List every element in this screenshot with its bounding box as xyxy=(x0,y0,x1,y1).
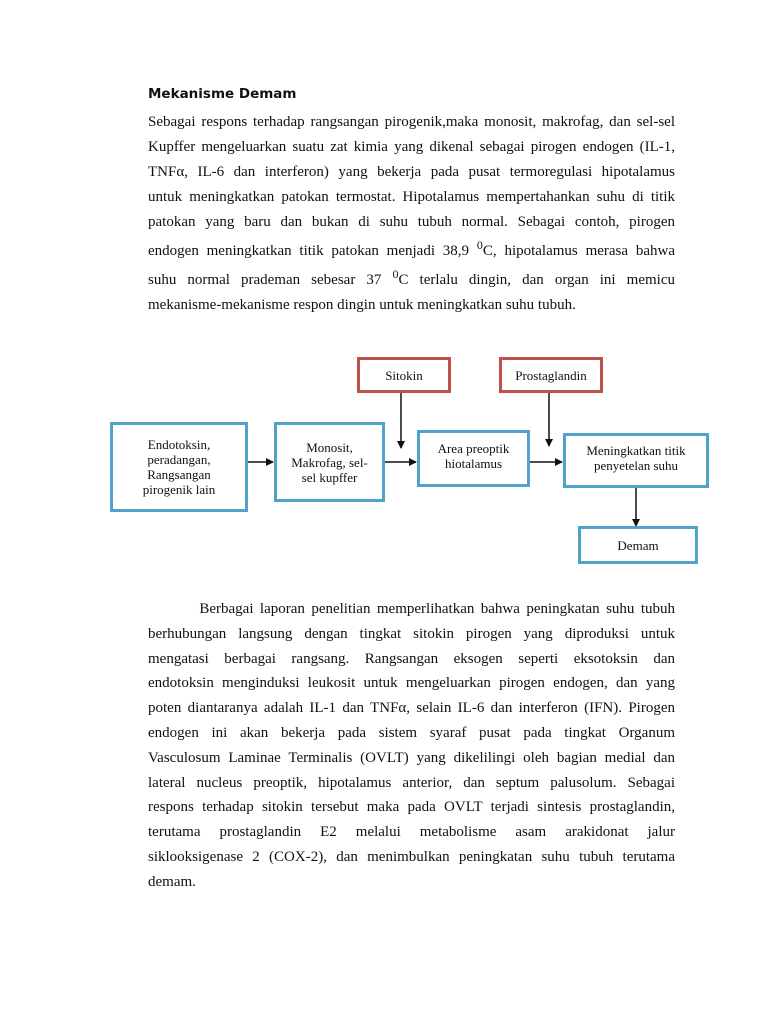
box-line: Sitokin xyxy=(385,367,423,383)
text-line: endotoksin menginduksi leukosit untuk mengeluarkan pirogen endogen, dan yang xyxy=(148,675,675,692)
box-line: Monosit, xyxy=(306,439,353,455)
text-line-temperature-1 xyxy=(148,235,675,264)
box-endotoksin xyxy=(110,422,248,512)
degree-superscript: 0 xyxy=(392,267,399,281)
box-line: Rangsangan xyxy=(147,467,211,482)
box-prostaglandin xyxy=(499,357,603,393)
box-line: peradangan, xyxy=(147,452,211,467)
text-fragment: suhu normal prademan sebesar 37 xyxy=(148,272,382,288)
box-area-preoptik xyxy=(417,430,530,487)
text-line: Sebagai respons terhadap rangsangan pirogenik,maka monosit, makrofag, dan sel-sel xyxy=(148,114,675,130)
text-fragment: C, hipotalamus merasa bahwa xyxy=(482,243,676,259)
paragraph-intro xyxy=(148,110,675,318)
box-line: penyetelan suhu xyxy=(593,458,679,473)
box-line: sel kupffer xyxy=(301,469,358,485)
text-line: terutama prostaglandin E2 melalui metabolisme asam arakidonat jalur xyxy=(148,824,675,841)
text-line: mengatasi berbagai rangsang. Rangsangan eksogen seperti eksotoksin dan xyxy=(148,650,675,667)
text-line: Berbagai laporan penelitian memperlihatkan bahwa peningkatan suhu tubuh xyxy=(148,601,675,617)
text-fragment: C terlalu dingin, dan organ ini memicu xyxy=(398,272,675,288)
page-title: Mekanisme Demam xyxy=(148,86,297,102)
box-demam xyxy=(578,526,698,564)
paragraph-research xyxy=(148,597,675,895)
text-line: patokan yang baru dan bukan di suhu tubuh normal. Sebagai contoh, pirogen xyxy=(148,214,675,230)
text-line: untuk meningkatkan patokan termostat. Hipotalamus mempertahankan suhu di titik xyxy=(148,189,675,205)
box-line: Makrofag, sel- xyxy=(291,454,368,470)
box-meningkatkan-titik xyxy=(563,433,709,488)
text-line: lateral nucleus preoptik, hipotalamus anterior, dan septum palusolum. Sebagai xyxy=(148,774,675,791)
box-line: Demam xyxy=(617,537,659,553)
box-line: Meningkatkan titik xyxy=(586,443,686,458)
box-line: Prostaglandin xyxy=(515,367,587,383)
fever-mechanism-diagram xyxy=(0,340,768,580)
text-line: siklooksigenase 2 (COX-2), dan menimbulkan peningkatan suhu tubuh terutama xyxy=(148,848,675,865)
text-line: Kupffer mengeluarkan suatu zat kimia yang dikenal sebagai pirogen endogen (IL-1, xyxy=(148,139,675,155)
box-sitokin xyxy=(357,357,451,393)
box-line: hiotalamus xyxy=(444,456,503,471)
text-line: poten diantaranya adalah IL-1 dan TNFα, selain IL-6 dan interferon (IFN). Pirogen xyxy=(148,700,675,717)
text-line: berhubungan langsung dengan tingkat sitokin pirogen yang diproduksi untuk xyxy=(148,625,675,642)
box-line: Endotoksin, xyxy=(147,437,211,452)
box-monosit xyxy=(274,422,385,502)
degree-superscript: 0 xyxy=(476,238,483,252)
text-fragment: endogen meningkatkan titik patokan menjadi 38,9 xyxy=(148,243,470,259)
text-line: mekanisme-mekanisme respon dingin untuk meningkatkan suhu tubuh. xyxy=(148,297,576,313)
box-line: Area preoptik xyxy=(437,441,510,456)
text-line: demam. xyxy=(148,873,196,890)
text-line: TNFα, IL-6 dan interferon) yang bekerja pada pusat termoregulasi hipotalamus xyxy=(148,164,675,180)
text-line: respons terhadap sitokin tersebut maka pada OVLT terjadi sintesis prostaglandin, xyxy=(148,799,675,816)
text-line: endogen ini akan bekerja pada sistem syaraf pusat pada tingkat Organum xyxy=(148,724,675,741)
text-line-temperature-2 xyxy=(148,264,675,293)
box-line: pirogenik lain xyxy=(142,482,216,497)
text-line: Vasculosum Laminae Terminalis (OVLT) yang dikelilingi oleh bagian medial dan xyxy=(148,749,675,766)
